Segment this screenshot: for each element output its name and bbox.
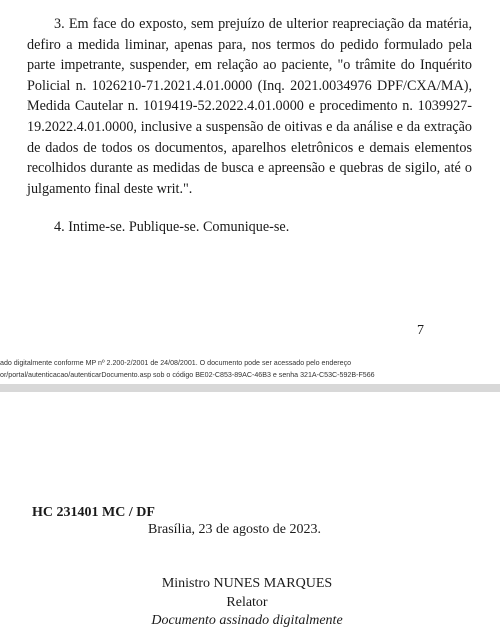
digital-signature-footer-line-1: ado digitalmente conforme MP nº 2.200-2/2001 de 24/08/2001. O documento pode ser acessado pelo endereço: [0, 359, 352, 367]
minister-role: Relator: [226, 595, 268, 610]
paragraph-4: 4. Intime-se. Publique-se. Comunique-se.: [54, 219, 290, 235]
minister-name: Ministro NUNES MARQUES: [161, 576, 333, 591]
paragraph-3: 3. Em face do exposto, sem prejuízo de ulterior reapreciação da matéria, defiro a medida liminar, apenas para, nos termos do pedido formulado pela parte impetrante, suspender, em relação ao paciente, "o trâmite do Inquérito Policial n. 1026210-71.2021.4.01.0000 (Inq. 2021.0034976 DPF/CXA/MA), Medida Cautelar n. 1019419-52.2022.4.01.0000 e procedimento n. 1039927-19.2022.4.01.0000, inclusive a suspensão de oitivas e da análise e da extração de dados de todos os documentos, aparelhos eletrônicos e demais elementos recolhidos durante as medidas de busca e apreensão e quebras de sigilo, até o julgamento final deste writ.".: [27, 16, 472, 197]
digital-signature-footer-line-2: or/portal/autenticacao/autenticarDocumento.asp sob o código BE02-C853-89AC-46B3 e senha 321A-C53C-592B-F566: [0, 371, 375, 379]
city-and-date: Brasília, 23 de agosto de 2023.: [148, 522, 322, 537]
page-separator: [0, 384, 500, 392]
page-number: 7: [417, 323, 424, 338]
digital-signature-note: Documento assinado digitalmente: [151, 613, 343, 628]
case-identifier: HC 231401 MC / DF: [32, 505, 155, 520]
